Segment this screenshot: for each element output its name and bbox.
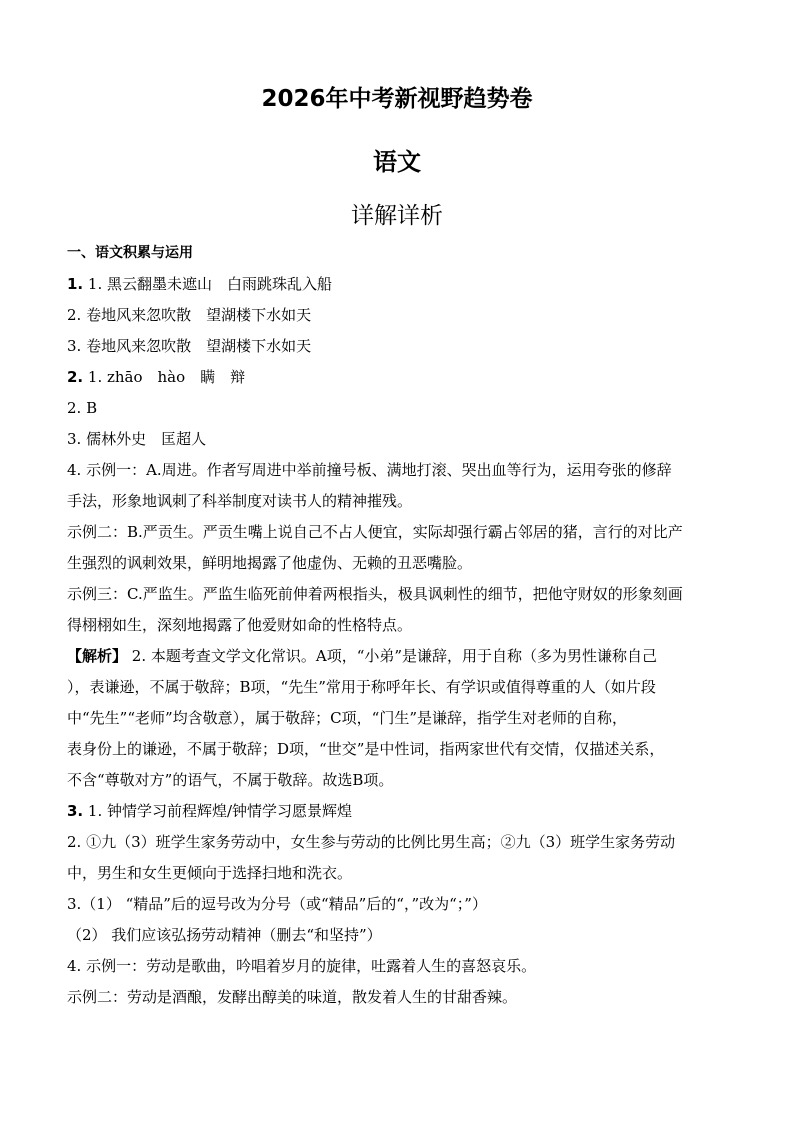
q2-line-1: 2. 1. zhāo hào 瞒 辩 <box>67 368 246 386</box>
q3-line-3: 中，男生和女生更倾向于选择扫地和洗衣。 <box>67 864 353 882</box>
q2-number: 2. <box>67 368 84 386</box>
q3-line-4: 3.（1） “精品”后的逗号改为分号（或“精品”后的“，”改为“；”） <box>67 895 487 913</box>
q2-line-5: 手法，形象地讽刺了科举制度对读书人的精神摧残。 <box>67 492 413 510</box>
q1-number: 1. <box>67 275 84 293</box>
analysis-line-1: 【解析】 2. 本题考查文学文化常识。A项，“小弟”是谦辞，用于自称（多为男性谦称自己 <box>67 647 658 665</box>
q3-line-6: 4. 示例一：劳动是歌曲，吟唱着岁月的旋律，吐露着人生的喜怒哀乐。 <box>67 957 537 975</box>
q1-line-2: 2. 卷地风来忽吹散 望湖楼下水如天 <box>67 306 312 324</box>
subtitle: 详解详析 <box>351 203 443 229</box>
answer-content <box>67 238 729 1013</box>
q2-line-7: 生强烈的讽刺效果，鲜明地揭露了他虚伪、无赖的丑恶嘴脸。 <box>67 554 473 572</box>
analysis-line-3: 中“先生”“老师”均含敬意），属于敬辞；C项，“门生”是谦辞，指学生对老师的自称， <box>67 709 627 727</box>
q2-line-4: 4. 示例一：A.周进。作者写周进中举前撞号板、满地打滚、哭出血等行为，运用夸张的修辞 <box>67 461 672 479</box>
analysis-line-2: ），表谦逊，不属于敬辞；B项，“先生”常用于称呼年长、有学识或值得尊重的人（如片段 <box>67 678 656 696</box>
subject-title: 语文 <box>373 148 421 176</box>
q2-line-9: 得栩栩如生，深刻地揭露了他爱财如命的性格特点。 <box>67 616 413 634</box>
analysis-line-5: 不含“尊敬对方”的语气，不属于敬辞。故选B项。 <box>67 771 394 789</box>
q3-number: 3. <box>67 802 84 820</box>
q1-line-1: 1. 1. 黑云翻墨未遮山 白雨跳珠乱入船 <box>67 275 332 293</box>
section-heading: 一、语文积累与运用 <box>67 245 193 261</box>
q3-line-7: 示例二：劳动是酒酿，发酵出醇美的味道，散发着人生的甘甜香辣。 <box>67 988 518 1006</box>
q3-line-2: 2. ①九（3）班学生家务劳动中，女生参与劳动的比例比男生高；②九（3）班学生家务劳动 <box>67 833 676 851</box>
q2-line-3: 3. 儒林外史 匡超人 <box>67 430 207 448</box>
q2-line-2: 2. B <box>67 399 98 417</box>
analysis-tag: 【解析】 <box>67 647 128 665</box>
q1-line-3: 3. 卷地风来忽吹散 望湖楼下水如天 <box>67 337 312 355</box>
q3-line-5: （2） 我们应该弘扬劳动精神（删去“和坚持”） <box>67 926 382 944</box>
q2-line-6: 示例二：B.严贡生。严贡生嘴上说自己不占人便宜，实际却强行霸占邻居的猪，言行的对比产 <box>67 523 683 541</box>
document-title: 2026年中考新视野趋势卷 <box>261 86 533 112</box>
analysis-line-4: 表身份上的谦逊，不属于敬辞；D项，“世交”是中性词，指两家世代有交情，仅描述关系， <box>67 740 665 758</box>
q2-line-8: 示例三：C.严监生。严监生临死前伸着两根指头，极具讽刺性的细节，把他守财奴的形象刻画 <box>67 585 683 603</box>
q3-line-1: 3. 1. 钟情学习前程辉煌/钟情学习愿景辉煌 <box>67 802 353 820</box>
